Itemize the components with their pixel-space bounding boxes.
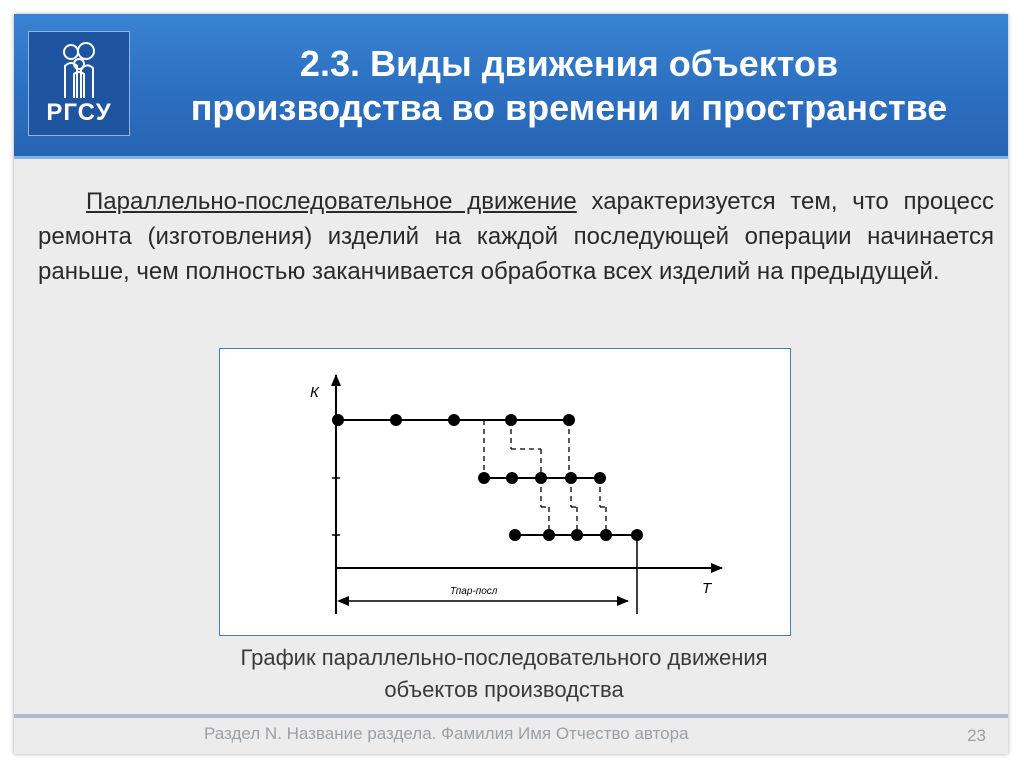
op3-point-3 xyxy=(571,529,583,541)
footer-text: Раздел N. Название раздела. Фамилия Имя Отчество автора xyxy=(204,724,689,743)
page-number: 23 xyxy=(967,726,986,745)
op2-point-1 xyxy=(478,472,490,484)
op3-point-4 xyxy=(600,529,612,541)
op1-point-2 xyxy=(390,414,402,426)
title-line-2: производства во времени и пространстве xyxy=(190,87,948,128)
body-paragraph xyxy=(38,184,994,289)
transfer-lines-op1-op2 xyxy=(484,420,569,478)
chart-frame xyxy=(219,348,791,636)
family-icon xyxy=(59,40,99,100)
body-term: Параллельно-последовательное движение xyxy=(86,188,577,215)
duration-arrow-start xyxy=(337,596,349,606)
op1-point-1 xyxy=(332,414,344,426)
y-axis-label: К xyxy=(310,384,319,401)
transfer-lines-op2-op3 xyxy=(541,478,606,535)
body-definition: характеризуется тем, что процесс ремонта (изготовления) изделий на каждой последующей операции начинается раньше, чем полностью заканчивается обработка всех изделий на предыдущей. xyxy=(38,188,994,285)
x-axis-label: Т xyxy=(702,580,712,597)
op1-point-3 xyxy=(448,414,460,426)
header-bar xyxy=(14,14,1008,159)
caption-line-2: объектов производства xyxy=(384,677,624,702)
op3-point-1 xyxy=(509,529,521,541)
slide xyxy=(14,14,1008,754)
title-line-1: 2.3. Виды движения объектов xyxy=(299,43,839,84)
slide-title xyxy=(144,42,994,130)
figure-caption xyxy=(204,642,804,706)
caption-line-1: График параллельно-последовательного движения xyxy=(240,645,768,670)
duration-label: Тпар-посл xyxy=(450,586,498,597)
op3-point-2 xyxy=(543,529,555,541)
logo-text: РГСУ xyxy=(46,99,112,126)
footer-divider xyxy=(14,714,1008,718)
rgsu-logo xyxy=(28,31,130,136)
op2-point-2 xyxy=(506,472,518,484)
movement-chart xyxy=(220,349,790,635)
